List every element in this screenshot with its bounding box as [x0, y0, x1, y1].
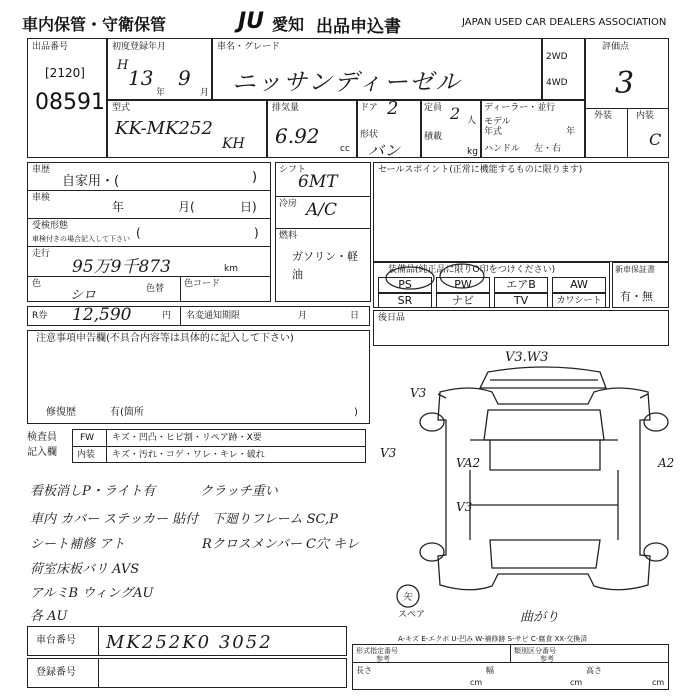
doors-label: ドア [360, 103, 378, 113]
year-mark: 年 [156, 88, 166, 98]
paint-label: 色替 [146, 284, 165, 294]
registration-year: 13 [128, 66, 154, 90]
association-name: JAPAN USED CAR DEALERS ASSOCIATION [462, 17, 667, 28]
capacity-value: 2 [450, 104, 461, 123]
notice-month: 月 [298, 311, 308, 321]
int-value: C [649, 130, 662, 149]
checker-label-1: 検査員 [27, 432, 57, 443]
equip-aw: AW [552, 277, 606, 293]
equip-pw: PW [436, 277, 490, 293]
inspection-label: 車検 [32, 193, 51, 203]
usage-close: ) [252, 170, 258, 185]
width-label: 幅 [486, 666, 494, 675]
displacement-value: 6.92 [275, 124, 320, 148]
color-code-label: 色コード [184, 279, 221, 289]
model-year-mark: 年 [566, 127, 576, 137]
drive-2wd: 2WD [546, 52, 568, 62]
notes-label: 注意事項申告欄(不具合内容等は具体的に記入して下さい) [36, 333, 294, 344]
capacity-unit: 人 [467, 116, 477, 126]
lot-label: 出品番号 [32, 42, 69, 52]
model-value-2: KH [222, 136, 245, 152]
org-name: 愛知 [272, 15, 305, 34]
car-name-label: 車名・グレード [217, 42, 281, 52]
recycle-value: 12,590 [72, 305, 132, 325]
chassis-value: MK252K0 3052 [106, 632, 273, 653]
accept-note: 車検付きの場合記入して下さい [32, 235, 130, 243]
model-value: KK-MK252 [115, 118, 213, 139]
doors-value: 2 [387, 98, 399, 119]
displacement-label: 排気量 [272, 103, 300, 113]
bent-note: 曲がり [520, 610, 560, 625]
later-items-label: 後日品 [378, 313, 406, 323]
inspection-day: 日) [240, 200, 257, 214]
width-unit: cm [570, 678, 583, 687]
notice-day: 日 [350, 311, 360, 321]
shift-value: 6MT [298, 172, 338, 192]
usage-value: 自家用・( [62, 174, 120, 189]
class-no-label: 類別区分番号 [514, 647, 556, 655]
height-label: 高さ [586, 666, 602, 675]
diagram-left-mid-mark: V3 [380, 446, 397, 460]
diagram-left-top-mark: V3 [410, 386, 427, 400]
chassis-label: 車台番号 [36, 635, 76, 646]
checker-fw-items: キズ・凹凸・ヒビ割・リペア跡・X要 [112, 433, 262, 443]
grade-score: 3 [615, 66, 635, 101]
displacement-unit: cc [340, 144, 350, 154]
handle-label: ハンドル [484, 144, 521, 154]
new-car-warranty-value: 有・無 [620, 290, 653, 303]
accept-label: 受検形態 [32, 221, 69, 231]
ju-logo: JU [238, 9, 265, 34]
equip-tv: TV [494, 293, 548, 308]
accept-close: ) [254, 226, 259, 240]
diagram-center-mark: VA2 [456, 456, 481, 470]
ac-value: A/C [306, 200, 338, 220]
checker-label-2: 記入欄 [27, 447, 57, 458]
handle-value: 左・右 [534, 144, 562, 154]
grade-label: 評価点 [602, 42, 630, 52]
reg-no-label: 登録番号 [36, 667, 76, 678]
inspection-month: 月( [178, 200, 195, 214]
repair-label: 修復歴 [46, 407, 76, 418]
equip-ps: PS [378, 277, 432, 293]
remark-2: クラッチ重い [200, 484, 278, 499]
body-type-label: 形状 [360, 130, 379, 140]
divider [352, 662, 669, 663]
checker-naisou: 内装 [77, 450, 96, 460]
divider [510, 644, 511, 662]
shape-ref-label: 参考 [376, 655, 390, 663]
mileage-unit: km [224, 264, 238, 274]
month-mark: 月 [200, 88, 210, 98]
divider [98, 658, 99, 688]
fuel-label: 燃料 [279, 231, 298, 241]
load-label: 積載 [424, 132, 443, 142]
color-label: 色 [32, 279, 42, 289]
notice-label: 名変通知期限 [186, 311, 241, 321]
mileage-value: 95万9千873 [72, 257, 171, 277]
equip-airbag: エアB [494, 277, 548, 293]
registration-era: H [117, 58, 129, 73]
remark-6: Rクロスメンバー C穴 キレ [202, 537, 359, 552]
selling-points-label: セールスポイント(正常に機能するものに限ります) [378, 165, 583, 175]
fuel-value: ガソリン・軽油 [292, 250, 358, 281]
checker-naisou-items: キズ・汚れ・コゲ・ワレ・キレ・破れ [112, 450, 265, 460]
diagram-center-low-mark: V3 [456, 500, 473, 514]
storage-title: 車内保管・守衛保管 [22, 15, 167, 34]
accept-open: ( [136, 226, 141, 240]
registration-month: 9 [178, 66, 191, 90]
body-type-value: バン [368, 141, 401, 160]
new-car-warranty-label: 新車保証書 [615, 265, 655, 274]
equip-sr: SR [378, 293, 432, 308]
height-unit: cm [652, 678, 665, 687]
dealer-label: ディーラー・並行 [484, 103, 556, 113]
registration-label: 初度登録年月 [112, 42, 167, 52]
drive-4wd: 4WD [546, 78, 568, 88]
remark-4: 下廻りフレーム SC,P [212, 512, 338, 527]
ac-label: 冷房 [279, 199, 298, 209]
diagram-top-mark: V3.W3 [505, 350, 549, 365]
shift-label: シフト [279, 165, 307, 175]
car-name-value: ニッサンディーゼル [232, 68, 462, 96]
length-unit: cm [470, 678, 483, 687]
remark-9: 各 AU [30, 609, 68, 624]
usage-label: 車歴 [32, 165, 51, 175]
color-value: シロ [70, 288, 97, 303]
load-unit: kg [467, 147, 478, 157]
equipment-label: 装備品(純正品に限りO印をつけください) [388, 265, 556, 275]
model-label: 型式 [112, 103, 131, 113]
remark-7: 荷室床板バリ AVS [30, 562, 140, 577]
mileage-label: 走行 [32, 249, 51, 259]
spare-mark: 矢 [402, 592, 412, 603]
remark-5: シート補修 アト [30, 537, 126, 552]
remark-3: 車内 カバー ステッカー 貼付 [30, 512, 199, 527]
int-label: 内装 [636, 111, 655, 121]
class-ref-label: 参考 [540, 655, 554, 663]
remark-8: アルミB ウィングAU [30, 586, 154, 601]
diagram-right-mark: A2 [658, 456, 675, 470]
lot-number: 08591 [35, 90, 105, 115]
recycle-unit: 円 [162, 311, 172, 321]
shape-no-label: 形式指定番号 [356, 647, 398, 655]
model-year-label-2: 年式 [484, 127, 503, 137]
checker-fw: FW [80, 433, 95, 443]
capacity-label: 定員 [424, 103, 443, 113]
repair-close: ) [354, 407, 358, 418]
length-label: 長さ [356, 666, 372, 675]
lot-sub: [2120] [45, 66, 85, 80]
ext-label: 外装 [594, 111, 613, 121]
inspection-year: 年 [112, 200, 125, 214]
repair-value: 有(箇所 [110, 407, 144, 418]
remark-1: 看板消しP・ライト有 [30, 484, 156, 499]
equip-leather: カワシート [552, 293, 606, 308]
form-title: 出品申込書 [316, 17, 401, 37]
spare-label: スペア [398, 610, 426, 620]
recycle-label: R券 [32, 311, 48, 321]
model-year-label: モデル [484, 117, 511, 127]
divider [98, 626, 99, 656]
equip-navi: ナビ [436, 293, 490, 308]
damage-legend: A-キズ E-エクボ U-凹み W-補修跡 S-サビ C-腐食 XX-交換済 [398, 635, 588, 643]
